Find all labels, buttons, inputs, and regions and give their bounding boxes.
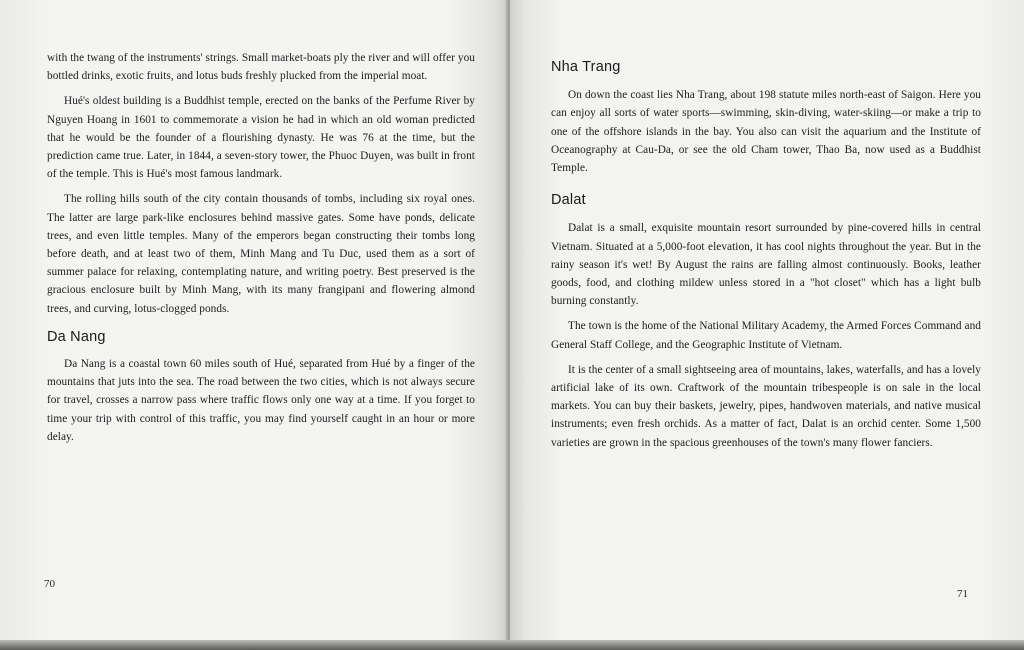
heading-da-nang: Da Nang bbox=[47, 328, 106, 345]
heading-nha-trang: Nha Trang bbox=[551, 59, 621, 75]
paragraph-buddhist-temple: Hué's oldest building is a Buddhist temple, erected on the banks of the Perfume River by Nguyen Hoang in 1601 to commemorate a vision he had in which an old woman predicted that he would be the founder of a flourishing dynasty. He was 76 at the time, but the prediction came true. Later, in 1844, a seven-story tower, the Phuoc Duyen, was built in front of the temple. This is Hué's most famous landmark. bbox=[47, 95, 475, 181]
right-page-text bbox=[551, 58, 981, 459]
book-bottom-edge bbox=[0, 640, 1024, 650]
paragraph-nha-trang: On down the coast lies Nha Trang, about 198 statute miles north-east of Saigon. Here you can enjoy all sorts of water sports—swimming, skin-diving, water-skiing—or make a trip to one of the offshore islands in the bay. You also can visit the aquarium and the Institute of Oceanography at Cau-Da, or see the old Cham tower, Thao Ba, now used as a Buddhist Temple. bbox=[551, 89, 981, 175]
heading-dalat: Dalat bbox=[551, 192, 586, 209]
page-number-left: 70 bbox=[44, 578, 55, 590]
page-number-right: 71 bbox=[957, 588, 968, 600]
left-page-text bbox=[47, 49, 475, 453]
paragraph-royal-tombs: The rolling hills south of the city contain thousands of tombs, including six royal ones. The latter are large park-like enclosures behind massive gates. Some have ponds, delicate trees, and even little temples. Many of the emperors began constructing their tombs long before death, and at least two of them, Minh Mang and Tu Duc, used them as a sort of summer palace for relaxing, contemplating nature, and writing poetry. Best preserved is the gracious enclosure built by Minh Mang, with its many frangipani and flowering almond trees, and curving, lotus-clogged ponds. bbox=[47, 193, 475, 315]
right-page bbox=[510, 0, 1024, 646]
paragraph-dalat-academy: The town is the home of the National Military Academy, the Armed Forces Command and General Staff College, and the Geographic Institute of Vietnam. bbox=[551, 320, 981, 351]
paragraph-da-nang: Da Nang is a coastal town 60 miles south of Hué, separated from Hué by a finger of the mountains that juts into the sea. The road between the two cities, which is not always secure for travel, crosses a narrow pass where traffic flows only one way at a time. If you forget to time your trip with control of this traffic, you may find yourself caught in an hour or more delay. bbox=[47, 358, 475, 443]
left-page bbox=[0, 0, 508, 646]
paragraph-dalat-sightseeing: It is the center of a small sightseeing area of mountains, lakes, waterfalls, and has a lovely artificial lake of its own. Craftwork of the mountain tribespeople is on sale in the local markets. You can buy their baskets, jewelry, pipes, handwoven materials, and native musical instruments; even fresh orchids. As a matter of fact, Dalat is an orchid center. Some 1,500 varieties are grown in the spacious greenhouses of the town's many flower fanciers. bbox=[551, 363, 981, 449]
paragraph-dalat-resort: Dalat is a small, exquisite mountain resort surrounded by pine-covered hills in central Vietnam. Situated at a 5,000-foot elevation, it has cool nights throughout the year. But in the rainy season it's wet! By August the rains are falling almost continuously. Books, leather goods, food, and clothing mildew unless stored in a "hot closet" which has a light bulb burning constantly. bbox=[551, 222, 981, 308]
paragraph-river-boats: with the twang of the instruments' strings. Small market-boats ply the river and will offer you bottled drinks, exotic fruits, and lotus buds freshly plucked from the imperial moat. bbox=[47, 52, 475, 83]
